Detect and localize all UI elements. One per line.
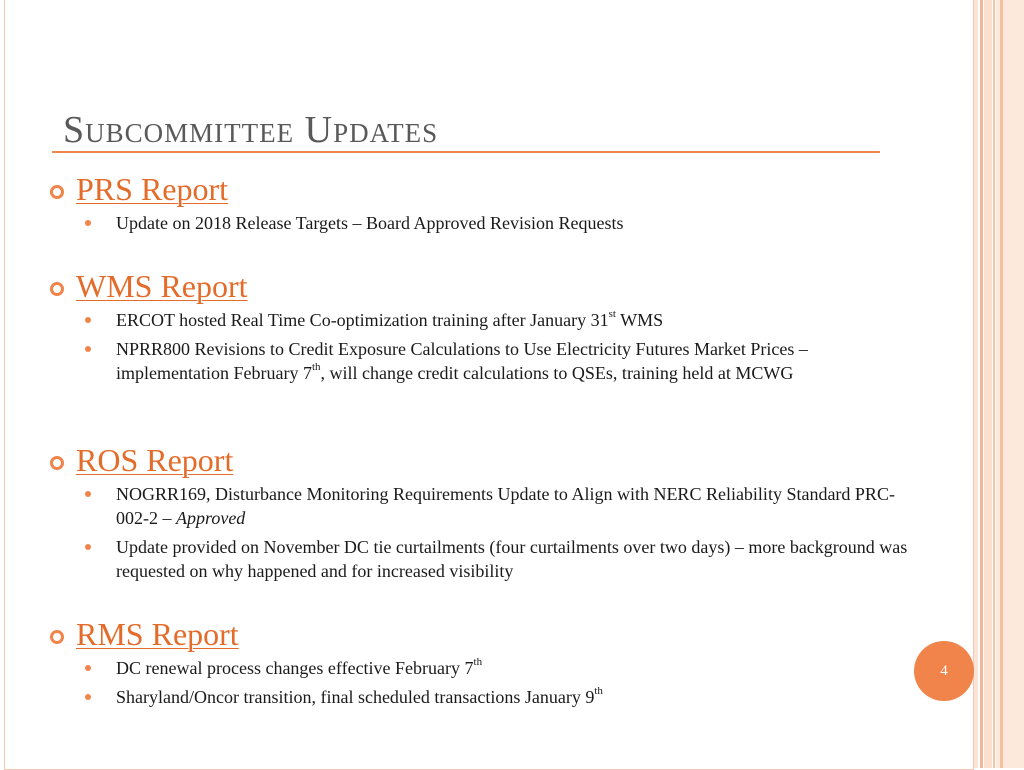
page-number-badge: 4 (914, 641, 974, 701)
dot-bullet-icon (85, 491, 91, 497)
dot-bullet-icon (85, 694, 91, 700)
ring-bullet-icon (50, 456, 64, 470)
ros-report-link[interactable]: ROS Report (76, 442, 234, 478)
dot-bullet-icon (85, 346, 91, 352)
decorative-stripes (974, 0, 1024, 768)
title-underline (52, 151, 880, 153)
dot-bullet-icon (85, 665, 91, 671)
section-ros (44, 442, 922, 588)
list-item: Sharyland/Oncor transition, final scheduled transactions January 9th (44, 685, 922, 709)
prs-report-link[interactable]: PRS Report (76, 171, 229, 207)
list-item: Update provided on November DC tie curtailments (four curtailments over two days) – more background was requested on why happened and for increased visibility (44, 535, 922, 583)
section-wms (44, 268, 922, 390)
list-item: NOGRR169, Disturbance Monitoring Requirements Update to Align with NERC Reliability Standard PRC-002-2 – Approved (44, 482, 922, 530)
list-item: Update on 2018 Release Targets – Board Approved Revision Requests (44, 211, 922, 235)
list-item: DC renewal process changes effective February 7th (44, 656, 922, 680)
rms-report-link[interactable]: RMS Report (76, 616, 239, 652)
section-rms (44, 616, 922, 714)
section-prs (44, 171, 922, 240)
dot-bullet-icon (85, 317, 91, 323)
ring-bullet-icon (50, 282, 64, 296)
slide-title: Subcommittee Updates (63, 109, 439, 151)
dot-bullet-icon (85, 220, 91, 226)
ring-bullet-icon (50, 630, 64, 644)
ring-bullet-icon (50, 185, 64, 199)
list-item: ERCOT hosted Real Time Co-optimization training after January 31st WMS (44, 308, 922, 332)
wms-report-link[interactable]: WMS Report (76, 268, 248, 304)
dot-bullet-icon (85, 544, 91, 550)
list-item: NPRR800 Revisions to Credit Exposure Calculations to Use Electricity Futures Market Prices – implementation February 7th, will change credit calculations to QSEs, training held at MCWG (44, 337, 922, 385)
